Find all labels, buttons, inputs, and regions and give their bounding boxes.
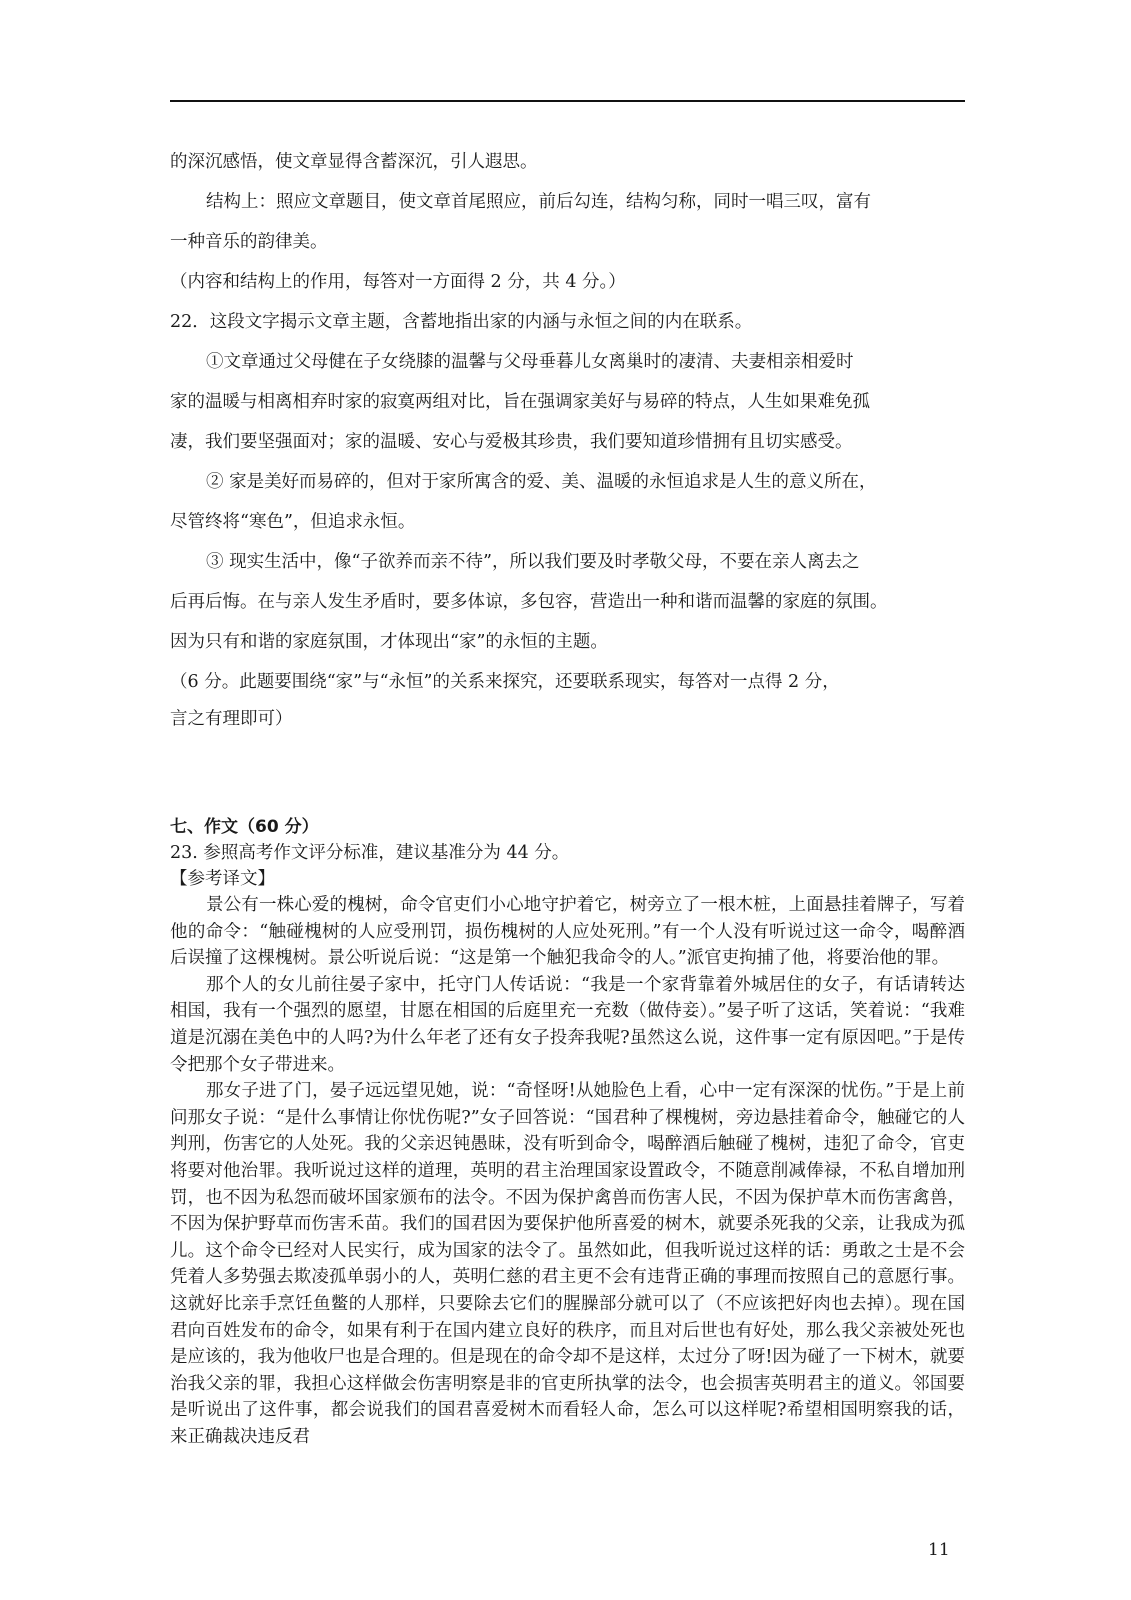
header-rule — [170, 100, 965, 102]
translation-paragraph-3: 那女子进了门，晏子远远望见她，说：“奇怪呀!从她脸色上看，心中一定有深深的忧伤。”于是上前问那女子说：“是什么事情让你忧伤呢?”女子回答说：“国君种了棵槐树，旁边悬挂着命令，触碰它的人判刑，伤害它的人处死。我的父亲迟钝愚昧，没有听到命令，喝醉酒后触碰了槐树，违犯了命令，官吏将要对他治罪。我听说过这样的道理，英明的君主治理国家设置政令，不随意削减俸禄，不私自增加刑罚，也不因为私怨而破坏国家颁布的法令。不因为保护禽兽而伤害人民，不因为保护草木而伤害禽兽，不因为保护野草而伤害禾苗。我们的国君因为要保护他所喜爱的树木，就要杀死我的父亲，让我成为孤儿。这个命令已经对人民实行，成为国家的法令了。虽然如此，但我听说过这样的话：勇敢之士是不会凭着人多势强去欺凌孤单弱小的人，英明仁慈的君主更不会有违背正确的事理而按照自己的意愿行事。这就好比亲手烹饪鱼鳖的人那样，只要除去它们的腥臊部分就可以了（不应该把好肉也去掉）。现在国君向百姓发布的命令，如果有利于在国内建立良好的秩序，而且对后世也有好处，那么我父亲被处死也是应该的，我为他收尸也是合理的。但是现在的命令却不是这样，太过分了呀!因为碰了一下树木，就要治我父亲的罪，我担心这样做会伤害明察是非的官吏所执掌的法令，也会损害英明君主的道义。邻国要是听说出了这件事，都会说我们的国君喜爱树木而看轻人命，怎么可以这样呢?希望相国明察我的话，来正确裁决违反君 — [170, 1081, 965, 1447]
question-23-note: 23. 参照高考作文评分标准，建议基准分为 44 分。 — [170, 843, 570, 863]
answer-22-score-note-line-2: 言之有理即可） — [170, 709, 293, 729]
answer-22-point-3-line-2: 后再后悔。在与亲人发生矛盾时，要多体谅，多包容，营造出一种和谐而温馨的家庭的氛围。 — [170, 592, 888, 612]
answer-22-point-1-line-1: ①文章通过父母健在子女绕膝的温馨与父母垂暮儿女离巢时的凄清、夫妻相亲相爱时 — [206, 352, 854, 372]
reference-translation-heading: 【参考译文】 — [170, 869, 275, 889]
answer-22-point-1-line-2: 家的温暖与相离相弃时家的寂寞两组对比，旨在强调家美好与易碎的特点，人生如果难免孤 — [170, 392, 870, 412]
answer-21-structure-line-2: 一种音乐的韵律美。 — [170, 232, 328, 252]
page-number: 11 — [928, 1540, 950, 1560]
answer-22-point-2-line-1: ② 家是美好而易碎的，但对于家所寓含的爱、美、温暖的永恒追求是人生的意义所在， — [206, 472, 877, 492]
answer-21-continuation: 的深沉感悟，使文章显得含蓄深沉，引人遐思。 — [170, 152, 538, 172]
translation-paragraph-2: 那个人的女儿前往晏子家中，托守门人传话说：“我是一个家背靠着外城居住的女子，有话请转达相国，我有一个强烈的愿望，甘愿在相国的后庭里充一充数（做侍妾）。”晏子听了这话，笑着说：“我难道是沉溺在美色中的人吗?为什么年老了还有女子投奔我呢?虽然这么说，这件事一定有原因吧。”于是传令把那个女子带进来。 — [170, 974, 965, 1075]
answer-22-point-3-line-1: ③ 现实生活中，像“子欲养而亲不待”，所以我们要及时孝敬父母，不要在亲人离去之 — [206, 552, 860, 572]
essay-section — [170, 814, 965, 1450]
question-22-intro: 22．这段文字揭示文章主题，含蓄地指出家的内涵与永恒之间的内在联系。 — [170, 312, 753, 332]
answer-22-score-note-line-1: （6 分。此题要围绕“家”与“永恒”的关系来探究，还要联系现实，每答对一点得 2 分， — [170, 672, 840, 692]
answer-21-score-note: （内容和结构上的作用，每答对一方面得 2 分，共 4 分。） — [170, 272, 626, 292]
answer-21-structure-line-1: 结构上：照应文章题目，使文章首尾照应，前后勾连，结构匀称，同时一唱三叹，富有 — [206, 192, 871, 212]
answer-22-point-1-line-3: 凄，我们要坚强面对；家的温暖、安心与爱极其珍贵，我们要知道珍惜拥有且切实感受。 — [170, 432, 853, 452]
answer-22-point-3-line-3: 因为只有和谐的家庭氛围，才体现出“家”的永恒的主题。 — [170, 632, 608, 652]
section-7-heading: 七、作文（60 分） — [170, 817, 319, 837]
answer-section — [170, 142, 965, 736]
answer-22-point-2-line-2: 尽管终将“寒色”，但追求永恒。 — [170, 512, 416, 532]
translation-paragraph-1: 景公有一株心爱的槐树，命令官吏们小心地守护着它，树旁立了一根木桩，上面悬挂着牌子，写着他的命令：“触碰槐树的人应受刑罚，损伤槐树的人应处死刑。”有一个人没有听说过这一命令，喝醉酒后误撞了这棵槐树。景公听说后说：“这是第一个触犯我命令的人。”派官吏拘捕了他，将要治他的罪。 — [170, 895, 965, 969]
